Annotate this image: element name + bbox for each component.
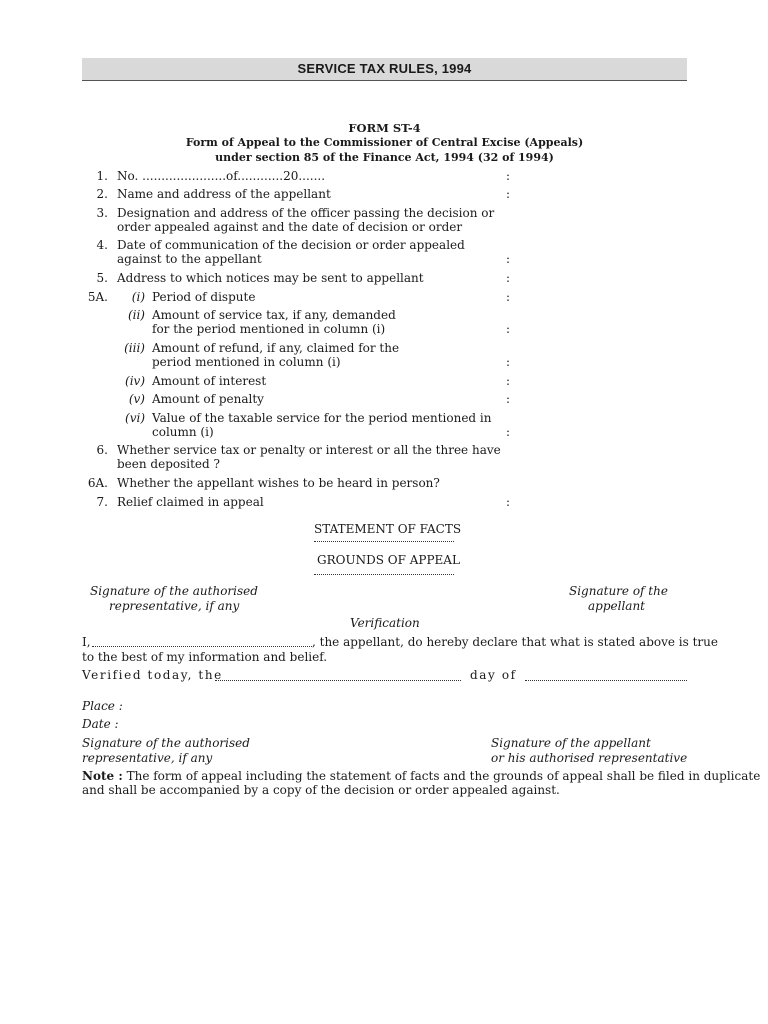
signature-representative-label: representative, if any (109, 599, 240, 613)
item-number: 5. (96, 271, 108, 285)
header-bar (82, 58, 687, 81)
signature-representative-label: representative, if any (82, 751, 213, 765)
colon: : (506, 425, 511, 439)
sub-item-number: (iii) (124, 341, 145, 355)
item-text: been deposited ? (117, 457, 220, 471)
day-of-label: day of (470, 668, 517, 682)
item-number: 3. (96, 206, 108, 220)
sub-item-number: (ii) (127, 308, 145, 322)
sub-item-text: Amount of service tax, if any, demanded (152, 308, 396, 322)
signature-appellant-label: or his authorised representative (491, 751, 688, 765)
verification-text: , the appellant, do hereby declare that what is stated above is true (312, 635, 718, 649)
item-number: 5A. (87, 290, 108, 304)
grounds-of-appeal-heading: GROUNDS OF APPEAL (317, 553, 460, 567)
page-title: SERVICE TAX RULES, 1994 (297, 61, 472, 76)
note-label: Note : (82, 769, 123, 783)
sub-item-number: (v) (128, 392, 145, 406)
date-label: Date : (82, 717, 119, 731)
colon: : (506, 355, 511, 369)
verification-text: to the best of my information and belief. (82, 650, 328, 664)
item-number: 2. (96, 187, 108, 201)
colon: : (506, 290, 511, 304)
item-number: 4. (96, 238, 108, 252)
sub-item-number: (iv) (125, 374, 145, 388)
form-code: FORM ST-4 (348, 121, 421, 135)
item-number: 1. (96, 169, 108, 183)
sub-item-text: Amount of interest (152, 374, 267, 388)
colon: : (506, 271, 511, 285)
date-blank (215, 679, 461, 681)
form-heading-line1: Form of Appeal to the Commissioner of Central Excise (Appeals) (185, 136, 584, 149)
item-text: Designation and address of the officer passing the decision or (117, 206, 495, 220)
name-blank (92, 645, 312, 647)
item-text: Relief claimed in appeal (117, 495, 264, 509)
signature-representative-label: Signature of the authorised (82, 736, 250, 750)
verification-text: I, (82, 635, 91, 649)
signature-appellant-label: Signature of the appellant (491, 736, 651, 750)
colon: : (506, 374, 511, 388)
item-number: 7. (96, 495, 108, 509)
note-text: and shall be accompanied by a copy of the decision or order appealed against. (82, 783, 560, 797)
verified-label: Verified today, the (82, 668, 223, 682)
sub-item-text: for the period mentioned in column (i) (152, 322, 386, 336)
sub-item-number: (vi) (125, 411, 145, 425)
form-heading-line2: under section 85 of the Finance Act, 1994 (32 of 1994) (215, 151, 554, 164)
sub-item-text: period mentioned in column (i) (152, 355, 341, 369)
colon: : (506, 169, 511, 183)
dotted-line (314, 573, 454, 575)
colon: : (506, 322, 511, 336)
item-text: Address to which notices may be sent to appellant (117, 271, 424, 285)
signature-representative-label: Signature of the authorised (90, 584, 258, 598)
item-text: Date of communication of the decision or order appealed (117, 238, 465, 252)
signature-appellant-label: Signature of the (569, 584, 668, 598)
dotted-line (314, 540, 454, 542)
month-blank (525, 679, 687, 681)
sub-item-text: column (i) (152, 425, 214, 439)
item-number: 6. (96, 443, 108, 457)
colon: : (506, 392, 511, 406)
note-line (82, 769, 760, 784)
item-text: order appealed against and the date of decision or order (117, 220, 463, 234)
colon: : (506, 187, 511, 201)
sub-item-text: Amount of refund, if any, claimed for the (152, 341, 400, 355)
item-text: No. ......................of............20....... (117, 169, 326, 183)
item-text: Whether service tax or penalty or interest or all the three have (117, 443, 501, 457)
sub-item-number: (i) (131, 290, 145, 304)
colon: : (506, 252, 511, 266)
verification-heading: Verification (350, 616, 420, 630)
item-text: Name and address of the appellant (117, 187, 331, 201)
statement-of-facts-heading: STATEMENT OF FACTS (314, 522, 462, 536)
sub-item-text: Value of the taxable service for the period mentioned in (152, 411, 492, 425)
item-number: 6A. (87, 476, 108, 490)
sub-item-text: Period of dispute (152, 290, 256, 304)
note-text: The form of appeal including the statement of facts and the grounds of appeal shall be filed in duplicate (122, 769, 761, 783)
item-text: Whether the appellant wishes to be heard in person? (117, 476, 440, 490)
sub-item-text: Amount of penalty (152, 392, 264, 406)
place-label: Place : (82, 699, 123, 713)
colon: : (506, 495, 511, 509)
item-text: against to the appellant (117, 252, 262, 266)
signature-appellant-label: appellant (588, 599, 645, 613)
